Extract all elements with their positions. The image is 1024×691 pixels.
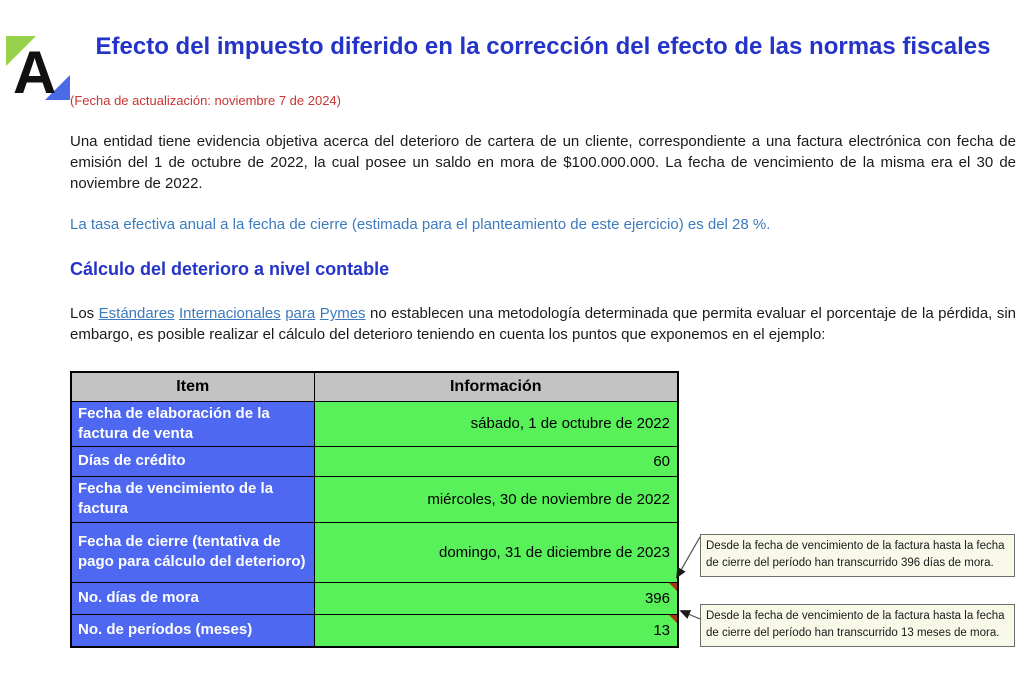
logo-letter: A xyxy=(13,39,57,102)
row-label-fecha-vencimiento: Fecha de vencimiento de la factura xyxy=(71,477,314,523)
table-row xyxy=(71,477,678,523)
row-value-dias-credito: 60 xyxy=(314,447,678,477)
comment-indicator-triangle-icon xyxy=(669,583,677,591)
table-header-row xyxy=(71,372,678,401)
row-value-fecha-elaboracion: sábado, 1 de octubre de 2022 xyxy=(314,401,678,447)
section-heading: Cálculo del deterioro a nivel contable xyxy=(70,259,390,280)
connector-line-dias-mora xyxy=(677,537,700,577)
table-row xyxy=(71,614,678,647)
comment-callout-dias-mora: Desde la fecha de vencimiento de la factura hasta la fecha de cierre del período han transcurrido 396 días de mora. xyxy=(700,534,1015,577)
methodology-paragraph xyxy=(70,303,1016,345)
row-label-fecha-elaboracion: Fecha de elaboración de la factura de venta xyxy=(71,401,314,447)
row-label-dias-credito: Días de crédito xyxy=(71,447,314,477)
logo-a-icon xyxy=(3,32,73,102)
row-value-fecha-cierre: domingo, 31 de diciembre de 2023 xyxy=(314,522,678,582)
page xyxy=(0,30,1024,691)
connector-line-periodos xyxy=(681,611,700,619)
deterioro-table xyxy=(70,371,679,648)
dias-mora-value: 396 xyxy=(644,589,670,607)
methodology-suffix: no establecen una metodología determinada que permita evaluar el porcentaje de la pérdida, sin embargo, es posible realizar el cálculo del deterioro teniendo en cuenta los puntos que exponemos en el ejemplo: xyxy=(70,305,1016,344)
row-value-fecha-vencimiento: miércoles, 30 de noviembre de 2022 xyxy=(314,477,678,523)
link-para[interactable]: para xyxy=(285,305,316,323)
page-title: Efecto del impuesto diferido en la corrección del efecto de las normas fiscales xyxy=(95,33,991,60)
article-content xyxy=(0,30,1024,659)
row-value-dias-mora xyxy=(314,582,678,614)
row-value-periodos-meses xyxy=(314,614,678,647)
rate-note: La tasa efectiva anual a la fecha de cierre (estimada para el planteamiento de este ejercicio) es del 28 %. xyxy=(70,216,771,234)
link-internacionales[interactable]: Internacionales xyxy=(179,305,281,323)
column-header-item: Item xyxy=(71,372,314,401)
column-header-informacion: Información xyxy=(314,372,678,401)
comment-indicator-triangle-icon xyxy=(669,615,677,623)
intro-paragraph: Una entidad tiene evidencia objetiva acerca del deterioro de cartera de un cliente, correspondiente a una factura electrónica con fecha de emisión del 1 de octubre de 2022, la cual posee un saldo en mora de $100.000.000. La fecha de vencimiento de la misma era el 30 de noviembre de 2022. xyxy=(70,133,1016,193)
link-pymes[interactable]: Pymes xyxy=(319,305,366,323)
update-date: (Fecha de actualización: noviembre 7 de 2024) xyxy=(70,93,341,109)
periodos-meses-value: 13 xyxy=(653,621,670,639)
methodology-prefix: Los xyxy=(70,305,95,323)
table-row xyxy=(71,401,678,447)
table-row xyxy=(71,522,678,582)
calculation-table-area xyxy=(70,371,1016,659)
comment-callout-periodos: Desde la fecha de vencimiento de la factura hasta la fecha de cierre del período han transcurrido 13 meses de mora. xyxy=(700,604,1015,647)
row-label-dias-mora: No. días de mora xyxy=(71,582,314,614)
brand-logo-icon xyxy=(3,32,73,102)
row-label-periodos-meses: No. de períodos (meses) xyxy=(71,614,314,647)
row-label-fecha-cierre: Fecha de cierre (tentativa de pago para cálculo del deterioro) xyxy=(71,522,314,582)
table-row xyxy=(71,582,678,614)
table-row xyxy=(71,447,678,477)
link-estandares[interactable]: Estándares xyxy=(98,305,175,323)
